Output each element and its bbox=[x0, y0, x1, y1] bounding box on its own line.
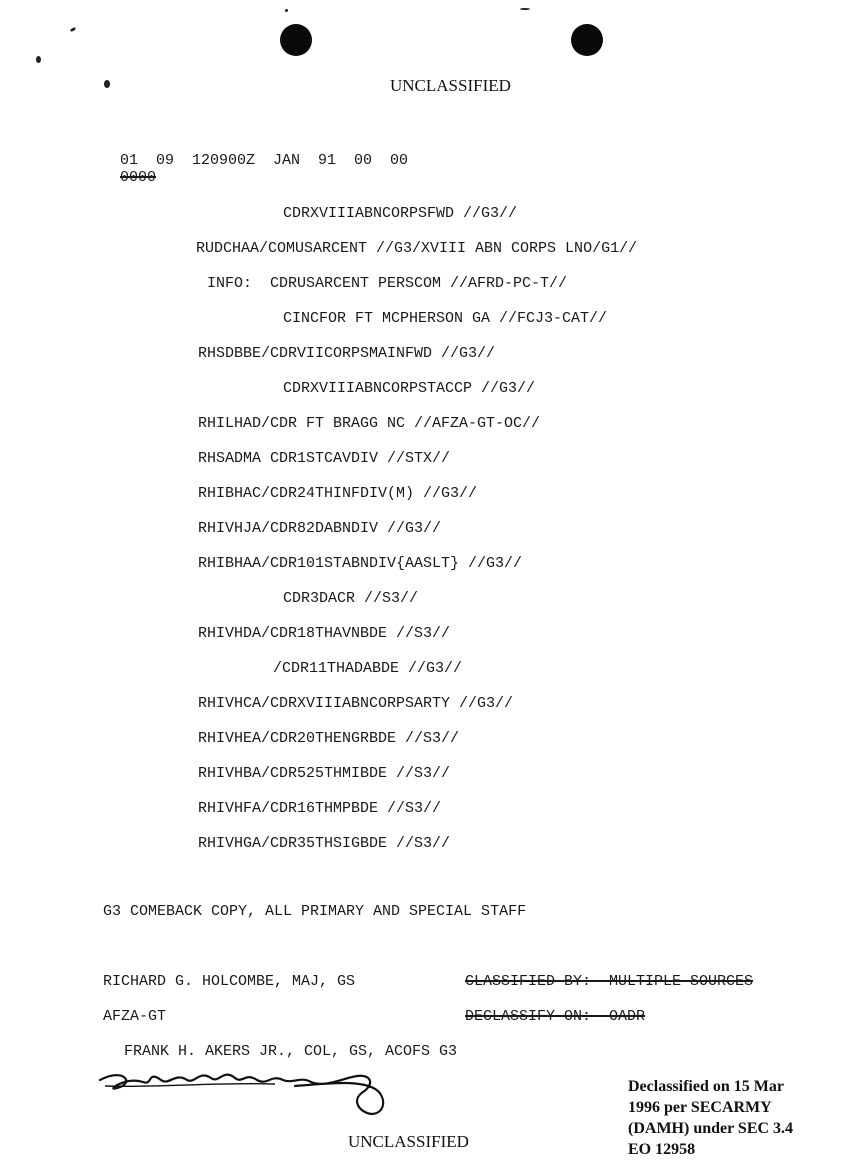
classified-by: CLASSIFIED BY: MULTIPLE SOURCES bbox=[465, 973, 754, 990]
top-classification: UNCLASSIFIED bbox=[390, 76, 511, 95]
addressee-line: RHIVHDA/CDR18THAVNBDE //S3// bbox=[198, 625, 451, 642]
signature bbox=[95, 1062, 415, 1122]
bottom-classification: UNCLASSIFIED bbox=[348, 1132, 469, 1151]
addressee-line: RUDCHAA/COMUSARCENT //G3/XVIII ABN CORPS LNO/G1// bbox=[196, 240, 638, 257]
addressee-line: RHIBHAA/CDR101STABNDIV{AASLT} //G3// bbox=[198, 555, 523, 572]
drafter-office: AFZA-GT bbox=[103, 1008, 167, 1025]
releaser: FRANK H. AKERS JR., COL, GS, ACOFS G3 bbox=[124, 1043, 458, 1060]
speck bbox=[70, 27, 77, 33]
addressee-line: RHIVHCA/CDRXVIIIABNCORPSARTY //G3// bbox=[198, 695, 514, 712]
addressee-line: RHIVHEA/CDR20THENGRBDE //S3// bbox=[198, 730, 460, 747]
speck bbox=[285, 9, 288, 12]
addressee-line: RHSDBBE/CDRVIICORPSMAINFWD //G3// bbox=[198, 345, 496, 362]
addressee-line: RHILHAD/CDR FT BRAGG NC //AFZA-GT-OC// bbox=[198, 415, 541, 432]
stamp-line: 1996 per SECARMY bbox=[628, 1099, 772, 1116]
addressee-line: RHIVHBA/CDR525THMIBDE //S3// bbox=[198, 765, 451, 782]
addressee-line: RHIVHJA/CDR82DABNDIV //G3// bbox=[198, 520, 442, 537]
declassify-on: DECLASSIFY ON: OADR bbox=[465, 1008, 646, 1025]
addressee-line: CDRXVIIIABNCORPSFWD //G3// bbox=[283, 205, 518, 222]
addressee-line: CDR3DACR //S3// bbox=[283, 590, 419, 607]
speck bbox=[104, 80, 110, 88]
addressee-line: CINCFOR FT MCPHERSON GA //FCJ3-CAT// bbox=[283, 310, 608, 327]
stamp-line: Declassified on 15 Mar bbox=[628, 1078, 784, 1095]
addressee-line: /CDR11THADABDE //G3// bbox=[273, 660, 463, 677]
addressee-line: RHIVHGA/CDR35THSIGBDE //S3// bbox=[198, 835, 451, 852]
punch-hole-left bbox=[280, 24, 312, 56]
stamp-line: (DAMH) under SEC 3.4 bbox=[628, 1120, 794, 1137]
declassification-stamp bbox=[628, 1076, 793, 1160]
stamp-line: EO 12958 bbox=[628, 1141, 696, 1158]
dtg-text: 01 09 120900Z JAN 91 00 00 bbox=[120, 152, 409, 169]
addressee-line: CDRXVIIIABNCORPSTACCP //G3// bbox=[283, 380, 536, 397]
comeback-line: G3 COMEBACK COPY, ALL PRIMARY AND SPECIAL STAFF bbox=[103, 903, 527, 920]
addressee-line: RHIVHFA/CDR16THMPBDE //S3// bbox=[198, 800, 442, 817]
dtg-struck-text: 0000 bbox=[120, 169, 157, 186]
speck bbox=[36, 56, 41, 63]
addressee-line: RHIBHAC/CDR24THINFDIV(M) //G3// bbox=[198, 485, 478, 502]
addressee-line: RHSADMA CDR1STCAVDIV //STX// bbox=[198, 450, 451, 467]
drafter-name: RICHARD G. HOLCOMBE, MAJ, GS bbox=[103, 973, 356, 990]
date-time-group bbox=[102, 135, 408, 186]
speck bbox=[520, 8, 530, 10]
punch-hole-right bbox=[571, 24, 603, 56]
addressee-line: INFO: CDRUSARCENT PERSCOM //AFRD-PC-T// bbox=[207, 275, 568, 292]
